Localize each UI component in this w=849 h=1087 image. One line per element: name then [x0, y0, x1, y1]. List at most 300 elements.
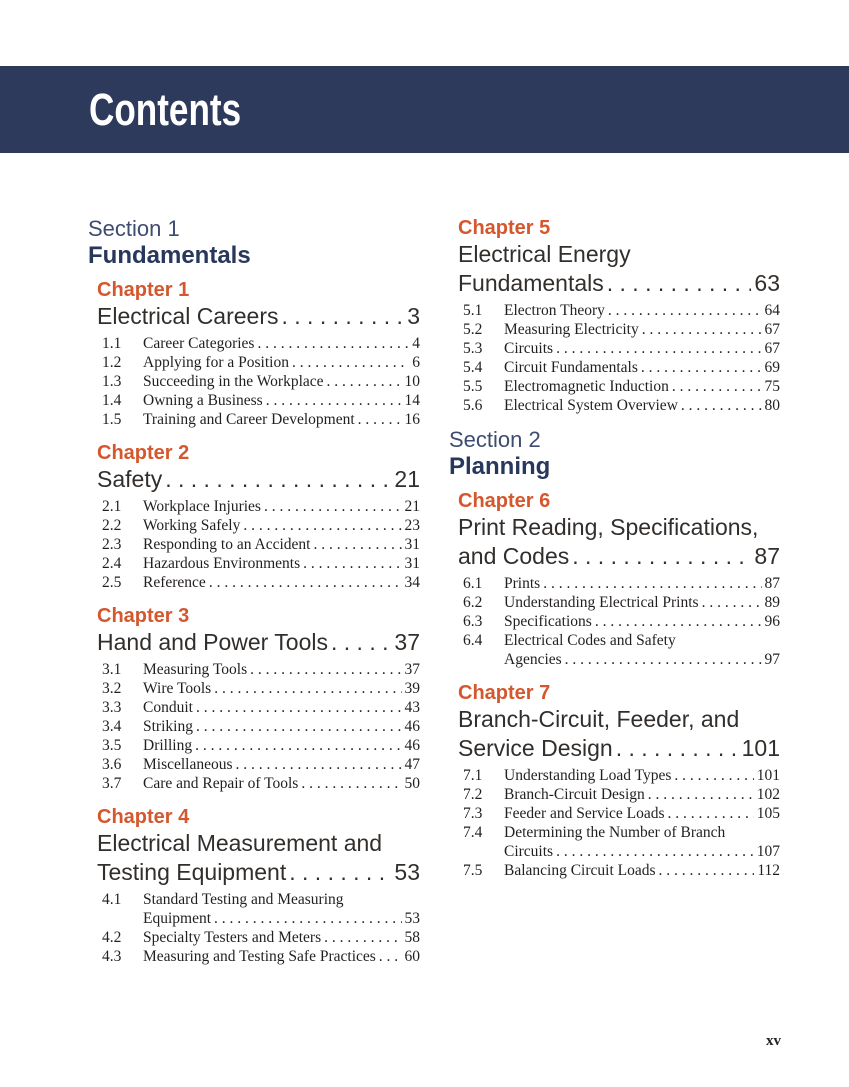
entry-number: 1.1 [102, 335, 122, 352]
entry-page-number: 58 [404, 929, 420, 946]
entry-line [143, 679, 420, 698]
entry-page-number: 4 [412, 335, 420, 352]
entry-page-number: 105 [756, 805, 780, 822]
entry-title-text: Measuring Electricity [504, 321, 639, 338]
toc-entry [463, 339, 780, 358]
toc-entry [463, 612, 780, 631]
entry-page-number: 3 [407, 303, 420, 329]
entry-page-number: 97 [764, 651, 780, 668]
section-heading [88, 216, 420, 270]
chapter-title [97, 829, 420, 887]
dot-leader [266, 391, 402, 410]
dot-leader [668, 804, 754, 823]
dot-leader [196, 717, 402, 736]
entry-line [504, 396, 780, 415]
toc-entry [463, 320, 780, 339]
dot-leader [303, 554, 401, 573]
toc-entry [102, 774, 420, 793]
dot-leader [165, 465, 391, 494]
toc-entry [102, 573, 420, 592]
entry-page-number: 6 [412, 354, 420, 371]
chapter-title-line [97, 829, 420, 858]
entry-number: 7.3 [463, 805, 483, 822]
entry-page-number: 64 [764, 302, 780, 319]
entry-page-number: 69 [764, 359, 780, 376]
entry-body [143, 698, 420, 717]
dot-leader [672, 377, 762, 396]
entry-title-text: Drilling [143, 737, 193, 754]
entry-title-text: Reference [143, 574, 206, 591]
entry-line [504, 574, 780, 593]
chapter-title [97, 628, 420, 657]
dot-leader [659, 861, 755, 880]
entry-body [504, 804, 780, 823]
toc-entry [463, 358, 780, 377]
entry-line [504, 861, 780, 880]
dot-leader [214, 909, 401, 928]
dot-leader [282, 302, 405, 331]
entry-line [143, 755, 420, 774]
entry-line [504, 358, 780, 377]
entry-line [143, 947, 420, 966]
entry-title-text: Balancing Circuit Loads [504, 862, 656, 879]
entry-page-number: 37 [394, 629, 420, 655]
entry-body [143, 497, 420, 516]
toc-entry [463, 823, 780, 861]
entry-title-text: Responding to an Accident [143, 536, 311, 553]
entry-body [504, 396, 780, 415]
chapter-entries [97, 497, 420, 592]
entry-title-text: Succeeding in the Workplace [143, 373, 324, 390]
entry-body [143, 573, 420, 592]
chapter-label: Chapter 4 [97, 806, 190, 828]
toc-entry [463, 396, 780, 415]
toc-entry [102, 497, 420, 516]
entry-line [143, 372, 420, 391]
entry-title-text: Prints [504, 575, 541, 592]
entry-body [143, 660, 420, 679]
entry-number: 1.2 [102, 354, 122, 371]
entry-body [143, 391, 420, 410]
entry-number: 7.5 [463, 862, 483, 879]
entry-number: 7.1 [463, 767, 483, 784]
entry-body [504, 785, 780, 804]
chapter-title-line [458, 705, 780, 734]
entry-line [143, 717, 420, 736]
entry-number: 1.5 [102, 411, 122, 428]
entry-body [143, 774, 420, 793]
dot-leader [595, 612, 762, 631]
dot-leader [236, 755, 402, 774]
entry-body [504, 574, 780, 593]
toc-column-right [449, 216, 780, 978]
entry-number: 3.3 [102, 699, 122, 716]
entry-page-number: 46 [404, 718, 420, 735]
chapter-title-line [97, 858, 420, 887]
entry-body [504, 823, 780, 861]
entry-number: 2.3 [102, 536, 122, 553]
entry-title-text: Feeder and Service Loads [504, 805, 665, 822]
entry-title-text: Safety [97, 466, 163, 492]
dot-leader [565, 650, 762, 669]
chapter-entries [458, 301, 780, 415]
entry-page-number: 50 [404, 775, 420, 792]
entry-line [504, 339, 780, 358]
chapter-block [97, 805, 420, 966]
entry-page-number: 31 [404, 536, 420, 553]
entry-page-number: 37 [404, 661, 420, 678]
chapter-label: Chapter 3 [97, 605, 190, 627]
toc-entry [102, 755, 420, 774]
entry-body [143, 947, 420, 966]
entry-page-number: 96 [764, 613, 780, 630]
entry-title-text: Career Categories [143, 335, 255, 352]
entry-line [143, 334, 420, 353]
entry-page-number: 80 [764, 397, 780, 414]
entry-body [504, 358, 780, 377]
entry-number: 7.4 [463, 824, 483, 841]
entry-page-number: 60 [404, 948, 420, 965]
entry-line [504, 631, 780, 650]
entry-number: 1.3 [102, 373, 122, 390]
entry-title-text: Striking [143, 718, 193, 735]
entry-title-text: Testing Equipment [97, 859, 287, 885]
entry-page-number: 107 [756, 843, 780, 860]
entry-title-text: Care and Repair of Tools [143, 775, 299, 792]
entry-title-text: Standard Testing and Measuring [143, 891, 344, 908]
dot-leader [543, 574, 761, 593]
entry-body [143, 928, 420, 947]
entry-title-text: Electrical Codes and Safety [504, 632, 676, 649]
toc-entry [463, 785, 780, 804]
entry-line [143, 698, 420, 717]
entry-title-text: Hazardous Environments [143, 555, 301, 572]
toc-entry [463, 631, 780, 669]
chapter-label: Chapter 6 [458, 490, 551, 512]
dot-leader [257, 334, 409, 353]
entry-title-text: Agencies [504, 651, 562, 668]
entry-title-text: Miscellaneous [143, 756, 233, 773]
chapter-label: Chapter 5 [458, 217, 551, 239]
entry-line [504, 785, 780, 804]
toc-entry [102, 660, 420, 679]
entry-number: 2.2 [102, 517, 122, 534]
entry-title-text: Circuits [504, 340, 554, 357]
entry-number: 6.1 [463, 575, 483, 592]
chapter-title-line [97, 465, 420, 494]
entry-page-number: 10 [404, 373, 420, 390]
entry-number: 6.4 [463, 632, 483, 649]
toc-entry [463, 766, 780, 785]
dot-leader [331, 628, 391, 657]
toc-entry [102, 554, 420, 573]
entry-number: 3.5 [102, 737, 122, 754]
entry-number: 5.3 [463, 340, 483, 357]
entry-body [143, 516, 420, 535]
entry-page-number: 16 [404, 411, 420, 428]
dot-leader [327, 372, 402, 391]
entry-title-text: Branch-Circuit Design [504, 786, 645, 803]
entry-line [143, 736, 420, 755]
toc-columns [88, 216, 780, 978]
section-heading [449, 427, 780, 481]
entry-line [504, 377, 780, 396]
entry-body [143, 890, 420, 928]
chapter-title-text: Branch-Circuit, Feeder, and [458, 706, 740, 732]
entry-number: 7.2 [463, 786, 483, 803]
entry-title-text: Owning a Business [143, 392, 263, 409]
entry-body [504, 631, 780, 669]
dot-leader [681, 396, 762, 415]
dot-leader [313, 535, 401, 554]
entry-body [504, 612, 780, 631]
entry-body [504, 593, 780, 612]
toc-entry [102, 391, 420, 410]
dot-leader [556, 339, 761, 358]
entry-line [143, 890, 420, 909]
dot-leader [195, 736, 401, 755]
chapter-block [97, 604, 420, 793]
dot-leader [324, 928, 401, 947]
entry-page-number: 53 [394, 859, 420, 885]
entry-body [143, 755, 420, 774]
entry-number: 5.2 [463, 321, 483, 338]
entry-title-text: Understanding Load Types [504, 767, 672, 784]
entry-page-number: 21 [394, 466, 420, 492]
toc-entry [102, 698, 420, 717]
toc-entry [102, 334, 420, 353]
toc-entry [102, 947, 420, 966]
entry-page-number: 14 [404, 392, 420, 409]
section-label: Section 1 [88, 216, 180, 241]
toc-entry [102, 890, 420, 928]
entry-line [143, 391, 420, 410]
entry-title-text: Specialty Testers and Meters [143, 929, 322, 946]
entry-line [143, 554, 420, 573]
entry-line [504, 593, 780, 612]
entry-title-text: Hand and Power Tools [97, 629, 328, 655]
dot-leader [642, 320, 762, 339]
section-label: Section 2 [449, 427, 541, 452]
entry-title-text: and Codes [458, 543, 570, 569]
entry-line [504, 823, 780, 842]
toc-entry [463, 861, 780, 880]
entry-page-number: 23 [404, 517, 420, 534]
dot-leader [264, 497, 402, 516]
entry-number: 5.1 [463, 302, 483, 319]
dot-leader [648, 785, 754, 804]
entry-page-number: 21 [404, 498, 420, 515]
dot-leader [616, 734, 739, 763]
chapter-title [458, 705, 780, 763]
entry-title-text: Training and Career Development [143, 411, 355, 428]
toc-entry [102, 372, 420, 391]
dot-leader [289, 858, 391, 887]
entry-title-text: Measuring Tools [143, 661, 248, 678]
entry-page-number: 39 [404, 680, 420, 697]
entry-title-text: Specifications [504, 613, 592, 630]
toc-entry [102, 535, 420, 554]
toc-entry [102, 353, 420, 372]
entry-line [143, 535, 420, 554]
entry-title-text: Conduit [143, 699, 193, 716]
dot-leader [250, 660, 401, 679]
entry-page-number: 87 [754, 543, 780, 569]
entry-number: 4.1 [102, 891, 122, 908]
header-band [0, 66, 849, 153]
entry-line [143, 516, 420, 535]
toc-entry [463, 377, 780, 396]
dot-leader [572, 542, 751, 571]
entry-number: 2.5 [102, 574, 122, 591]
section-name: Planning [449, 453, 551, 480]
chapter-block [458, 216, 780, 415]
entry-page-number: 75 [764, 378, 780, 395]
entry-line [143, 497, 420, 516]
chapter-title-line [458, 240, 780, 269]
dot-leader [358, 410, 402, 429]
entry-page-number: 67 [764, 321, 780, 338]
entry-title-text: Understanding Electrical Prints [504, 594, 699, 611]
dot-leader [292, 353, 409, 372]
toc-entry [102, 679, 420, 698]
entry-title-text: Determining the Number of Branch [504, 824, 726, 841]
entry-line [504, 650, 780, 669]
entry-page-number: 101 [756, 767, 780, 784]
toc-entry [463, 301, 780, 320]
entry-body [504, 339, 780, 358]
dot-leader [243, 516, 401, 535]
entry-title-text: Electrical Careers [97, 303, 279, 329]
entry-line [504, 301, 780, 320]
entry-line [143, 573, 420, 592]
chapter-title [97, 302, 420, 331]
dot-leader [608, 301, 762, 320]
entry-line [504, 842, 780, 861]
entry-body [143, 535, 420, 554]
chapter-title-text: Electrical Measurement and [97, 830, 383, 856]
entry-line [143, 774, 420, 793]
toc-entry [463, 574, 780, 593]
page-number: xv [766, 1033, 781, 1049]
entry-number: 3.6 [102, 756, 122, 773]
entry-body [143, 679, 420, 698]
dot-leader [607, 269, 752, 298]
entry-body [504, 377, 780, 396]
entry-title-text: Service Design [458, 735, 613, 761]
dot-leader [556, 842, 754, 861]
chapter-title-line [458, 542, 780, 571]
entry-number: 4.3 [102, 948, 122, 965]
entry-body [504, 766, 780, 785]
toc-entry [102, 928, 420, 947]
entry-number: 3.7 [102, 775, 122, 792]
chapter-block [97, 278, 420, 429]
entry-number: 6.3 [463, 613, 483, 630]
chapter-title-line [458, 269, 780, 298]
entry-title-text: Wire Tools [143, 680, 212, 697]
entry-page-number: 63 [754, 270, 780, 296]
chapter-title-line [458, 734, 780, 763]
chapter-label: Chapter 1 [97, 279, 190, 301]
entry-title-text: Electron Theory [504, 302, 605, 319]
entry-title-text: Equipment [143, 910, 212, 927]
chapter-entries [97, 334, 420, 429]
toc-entry [102, 736, 420, 755]
entry-title-text: Working Safely [143, 517, 241, 534]
dot-leader [674, 766, 753, 785]
dot-leader [196, 698, 402, 717]
section-name: Fundamentals [88, 242, 251, 269]
dot-leader [214, 679, 401, 698]
toc-entry [463, 804, 780, 823]
toc-column-left [88, 216, 420, 978]
entry-number: 1.4 [102, 392, 122, 409]
entry-line [504, 320, 780, 339]
entry-number: 5.6 [463, 397, 483, 414]
entry-title-text: Circuit Fundamentals [504, 359, 638, 376]
entry-title-text: Applying for a Position [143, 354, 289, 371]
dot-leader [641, 358, 762, 377]
page-title: Contents [89, 83, 242, 135]
dot-leader [209, 573, 402, 592]
dot-leader [702, 593, 762, 612]
entry-line [143, 410, 420, 429]
entry-title-text: Circuits [504, 843, 554, 860]
chapter-title-text: Print Reading, Specifications, [458, 514, 759, 540]
entry-line [143, 353, 420, 372]
entry-number: 3.1 [102, 661, 122, 678]
entry-line [504, 766, 780, 785]
dot-leader [379, 947, 402, 966]
entry-line [143, 928, 420, 947]
entry-number: 6.2 [463, 594, 483, 611]
chapter-block [458, 681, 780, 880]
entry-title-text: Electromagnetic Induction [504, 378, 669, 395]
entry-page-number: 53 [404, 910, 420, 927]
entry-body [143, 736, 420, 755]
chapter-entries [458, 574, 780, 669]
entry-number: 3.4 [102, 718, 122, 735]
entry-title-text: Fundamentals [458, 270, 604, 296]
chapter-label: Chapter 7 [458, 682, 551, 704]
chapter-title-text: Electrical Energy [458, 241, 631, 267]
toc-entry [463, 593, 780, 612]
entry-body [143, 554, 420, 573]
entry-page-number: 34 [404, 574, 420, 591]
chapter-block [97, 441, 420, 592]
chapter-entries [458, 766, 780, 880]
chapter-title [458, 513, 780, 571]
entry-number: 3.2 [102, 680, 122, 697]
entry-number: 5.5 [463, 378, 483, 395]
entry-body [143, 334, 420, 353]
entry-line [143, 660, 420, 679]
toc-entry [102, 410, 420, 429]
chapter-title [458, 240, 780, 298]
chapter-title [97, 465, 420, 494]
entry-line [143, 909, 420, 928]
entry-number: 2.4 [102, 555, 122, 572]
entry-number: 5.4 [463, 359, 483, 376]
entry-page-number: 43 [404, 699, 420, 716]
chapter-label: Chapter 2 [97, 442, 190, 464]
chapter-entries [97, 660, 420, 793]
entry-number: 2.1 [102, 498, 122, 515]
entry-body [143, 353, 420, 372]
chapter-block [458, 489, 780, 669]
entry-page-number: 31 [404, 555, 420, 572]
